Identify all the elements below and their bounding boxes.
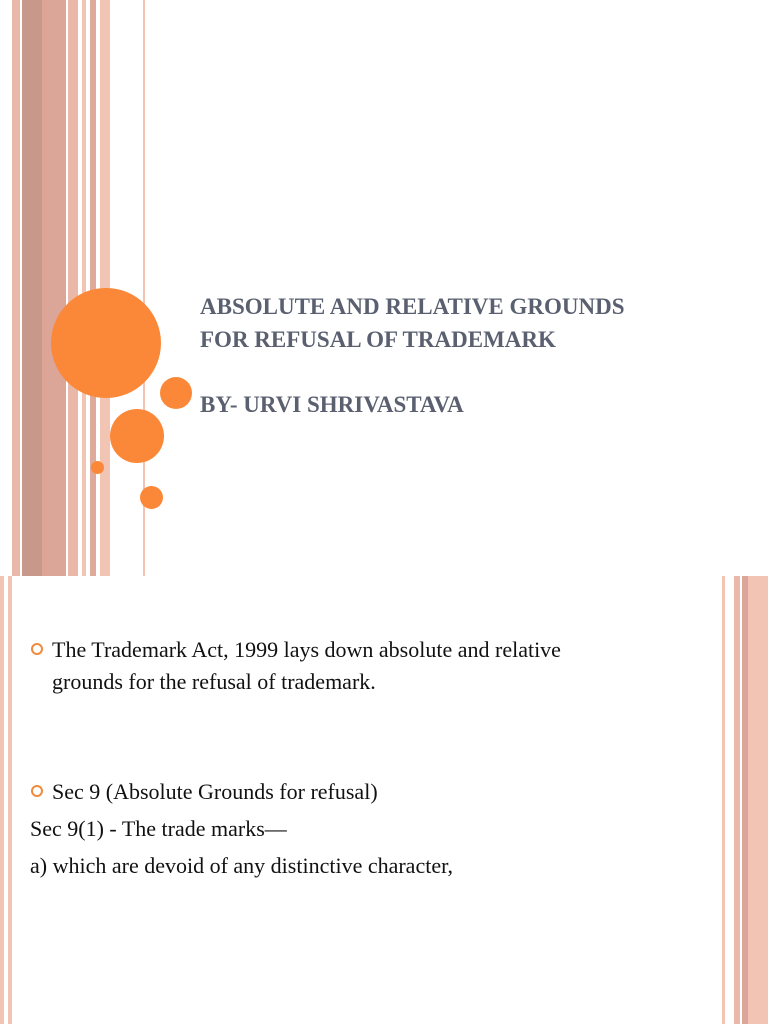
- body-line: Sec 9(1) - The trade marks—: [30, 816, 287, 841]
- decorative-stripe: [42, 0, 66, 576]
- decorative-stripe: [22, 0, 42, 576]
- decorative-stripe: [12, 0, 20, 576]
- medium-circle-decoration: [110, 409, 164, 463]
- slide-title: [200, 290, 740, 356]
- content-slide: [0, 576, 768, 1024]
- title-line: FOR REFUSAL OF TRADEMARK: [200, 327, 556, 352]
- decorative-stripe: [68, 0, 78, 576]
- bullet-text: grounds for the refusal of trademark.: [52, 669, 376, 694]
- body-line: a) which are devoid of any distinctive character,: [30, 853, 454, 878]
- bullet-text: Sec 9 (Absolute Grounds for refusal): [52, 779, 378, 804]
- tiny-circle-decoration: [91, 461, 104, 474]
- decorative-stripe: [82, 0, 86, 576]
- small-circle-decoration: [160, 377, 192, 409]
- bullet-icon: [31, 785, 43, 797]
- large-circle-decoration: [51, 288, 161, 398]
- bullet-text: The Trademark Act, 1999 lays down absolute and relative: [52, 637, 561, 662]
- decorative-stripe: [0, 576, 4, 1024]
- title-line: ABSOLUTE AND RELATIVE GROUNDS: [200, 294, 625, 319]
- bullet-icon: [31, 643, 43, 655]
- decorative-stripe: [8, 576, 12, 1024]
- small-circle-decoration: [140, 486, 163, 509]
- decorative-stripe: [734, 576, 740, 1024]
- author-line: BY- URVI SHRIVASTAVA: [200, 392, 464, 417]
- decorative-stripe: [748, 576, 768, 1024]
- decorative-stripe: [722, 576, 725, 1024]
